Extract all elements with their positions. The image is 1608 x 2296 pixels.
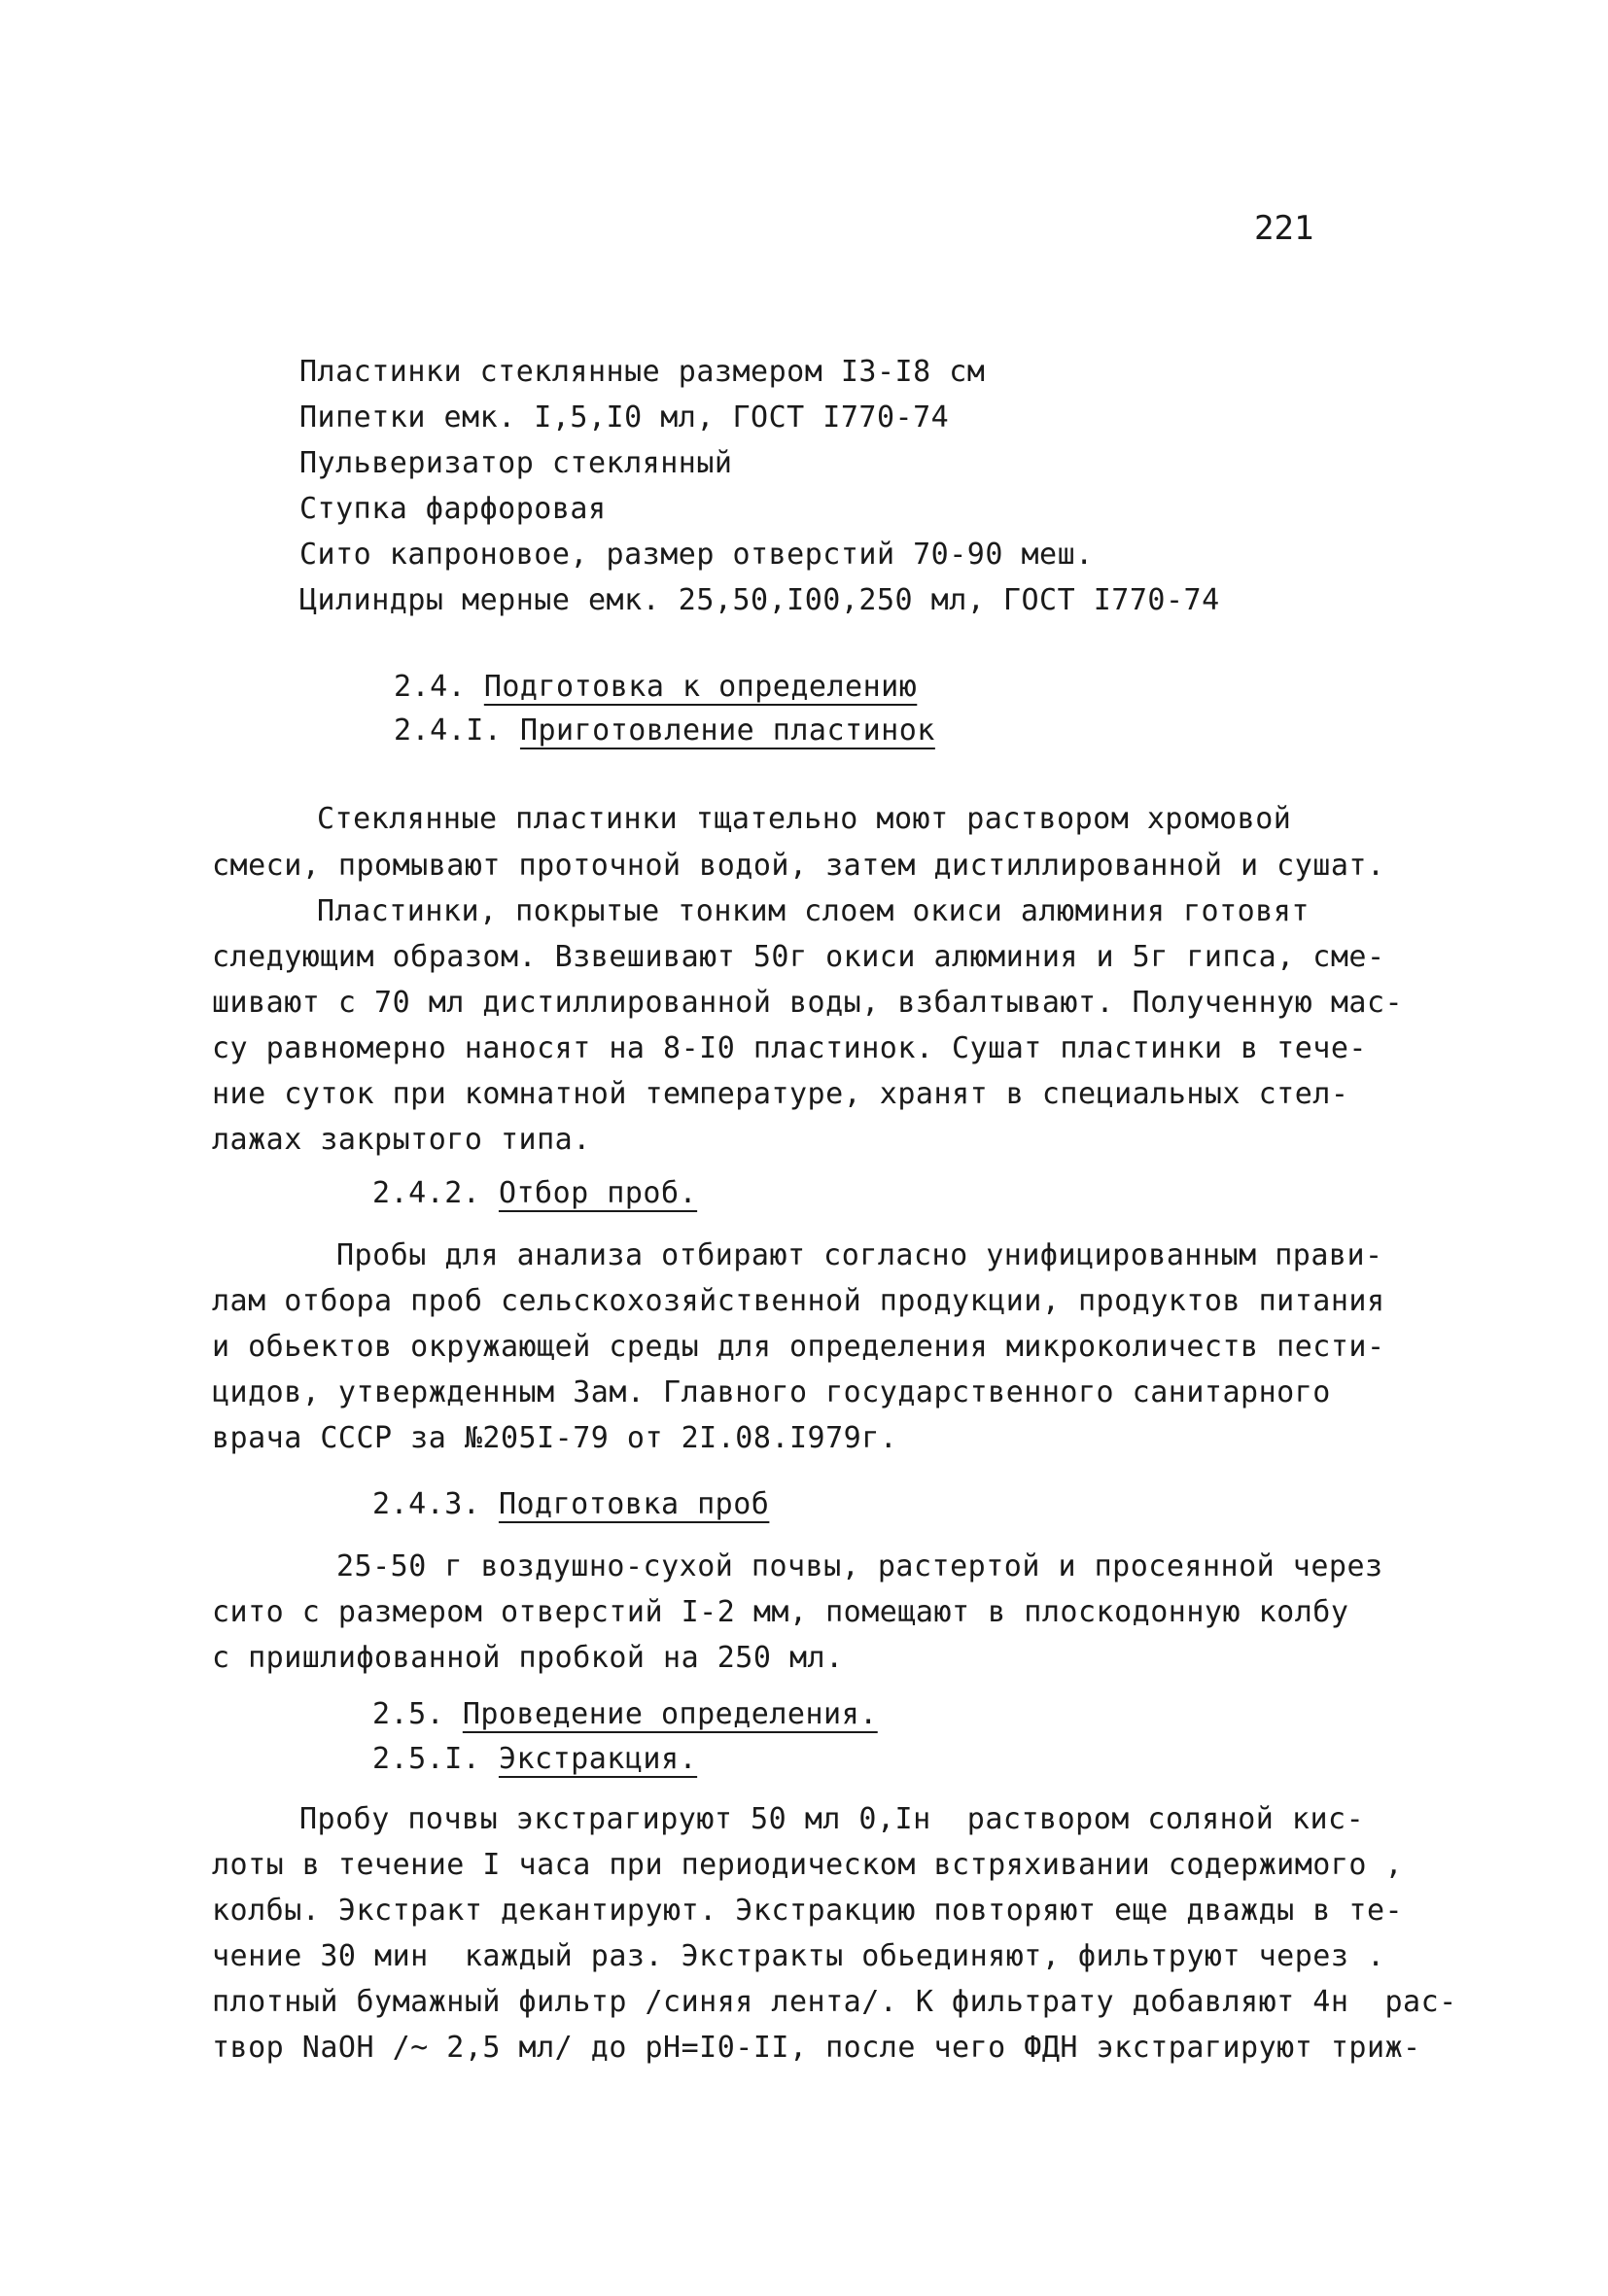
paragraph-line: лоты в течение I часа при периодическом встряхивании содержимого , xyxy=(212,1848,1404,1882)
section-number: 2.4. xyxy=(394,670,467,704)
page-number: 221 xyxy=(1254,209,1314,248)
paragraph-line: лам отбора проб сельскохозяйственной продукции, продуктов питания xyxy=(212,1284,1385,1318)
paragraph-line: Пробу почвы экстрагируют 50 мл 0,Iн раствором соляной кис- xyxy=(299,1802,1365,1836)
section-title: Экстракция. xyxy=(498,1742,698,1776)
equipment-item: Пластинки стеклянные размером I3-I8 см xyxy=(299,355,986,389)
section-heading xyxy=(372,1742,698,1776)
section-title: Подготовка проб xyxy=(498,1487,770,1521)
section-number: 2.4.I. xyxy=(394,713,503,748)
equipment-item: Сито капроновое, размер отверстий 70-90 меш. xyxy=(299,538,1094,572)
section-number: 2.4.2. xyxy=(372,1176,481,1210)
section-title: Отбор проб. xyxy=(498,1176,698,1210)
equipment-item: Цилиндры мерные емк. 25,50,I00,250 мл, ГОСТ I770-74 xyxy=(299,583,1220,617)
section-heading xyxy=(372,1487,770,1521)
paragraph-line: Пластинки, покрытые тонким слоем окиси алюминия готовят xyxy=(317,894,1310,928)
paragraph-line: врача СССР за №205I-79 от 2I.08.I979г. xyxy=(212,1421,898,1455)
section-title: Приготовление пластинок xyxy=(519,713,935,748)
paragraph-line: с пришлифованной пробкой на 250 мл. xyxy=(212,1641,844,1675)
paragraph-line: цидов, утвержденным Зам. Главного государственного санитарного xyxy=(212,1375,1331,1409)
paragraph-line: лажах закрытого типа. xyxy=(212,1123,591,1157)
equipment-item: Ступка фарфоровая xyxy=(299,492,607,526)
section-heading xyxy=(394,713,935,748)
section-number: 2.5. xyxy=(372,1697,445,1731)
paragraph-line: ние суток при комнатной температуре, хранят в специальных стел- xyxy=(212,1077,1349,1111)
paragraph-line: смеси, промывают проточной водой, затем дистиллированной и сушат. xyxy=(212,849,1385,883)
section-number: 2.5.I. xyxy=(372,1742,481,1776)
section-heading xyxy=(394,670,918,704)
paragraph-line: следующим образом. Взвешивают 50г окиси алюминия и 5г гипса, сме- xyxy=(212,940,1385,974)
paragraph-line: и обьектов окружающей среды для определения микроколичеств пести- xyxy=(212,1330,1385,1364)
paragraph-line: сито с размером отверстий I-2 мм, помещают в плоскодонную колбу xyxy=(212,1595,1349,1629)
paragraph-line: чение 30 мин каждый раз. Экстракты обьединяют, фильтруют через . xyxy=(212,1939,1385,1973)
paragraph-line: су равномерно наносят на 8-I0 пластинок. Сушат пластинки в тече- xyxy=(212,1031,1367,1065)
section-heading xyxy=(372,1697,878,1731)
equipment-item: Пипетки емк. I,5,I0 мл, ГОСТ I770-74 xyxy=(299,400,950,435)
section-title: Проведение определения. xyxy=(462,1697,878,1731)
paragraph-line: плотный бумажный фильтр /синяя лента/. К фильтрату добавляют 4н рас- xyxy=(212,1985,1457,2019)
paragraph-line: Пробы для анализа отбирают согласно унифицированным прави- xyxy=(336,1238,1383,1272)
section-number: 2.4.3. xyxy=(372,1487,481,1521)
paragraph-line: шивают с 70 мл дистиллированной воды, взбалтывают. Полученную мас- xyxy=(212,986,1404,1020)
section-heading xyxy=(372,1176,698,1210)
paragraph-line: Стеклянные пластинки тщательно моют раствором хромовой xyxy=(317,802,1292,836)
paragraph-line: колбы. Экстракт декантируют. Экстракцию повторяют еще дважды в те- xyxy=(212,1894,1404,1928)
equipment-item: Пульверизатор стеклянный xyxy=(299,446,733,480)
paragraph-line: 25-50 г воздушно-сухой почвы, растертой и просеянной через xyxy=(336,1549,1383,1583)
paragraph-line: твор NaOH /~ 2,5 мл/ до рН=I0-II, после чего ФДН экстрагируют триж- xyxy=(212,2031,1421,2065)
section-title: Подготовка к определению xyxy=(483,670,918,704)
